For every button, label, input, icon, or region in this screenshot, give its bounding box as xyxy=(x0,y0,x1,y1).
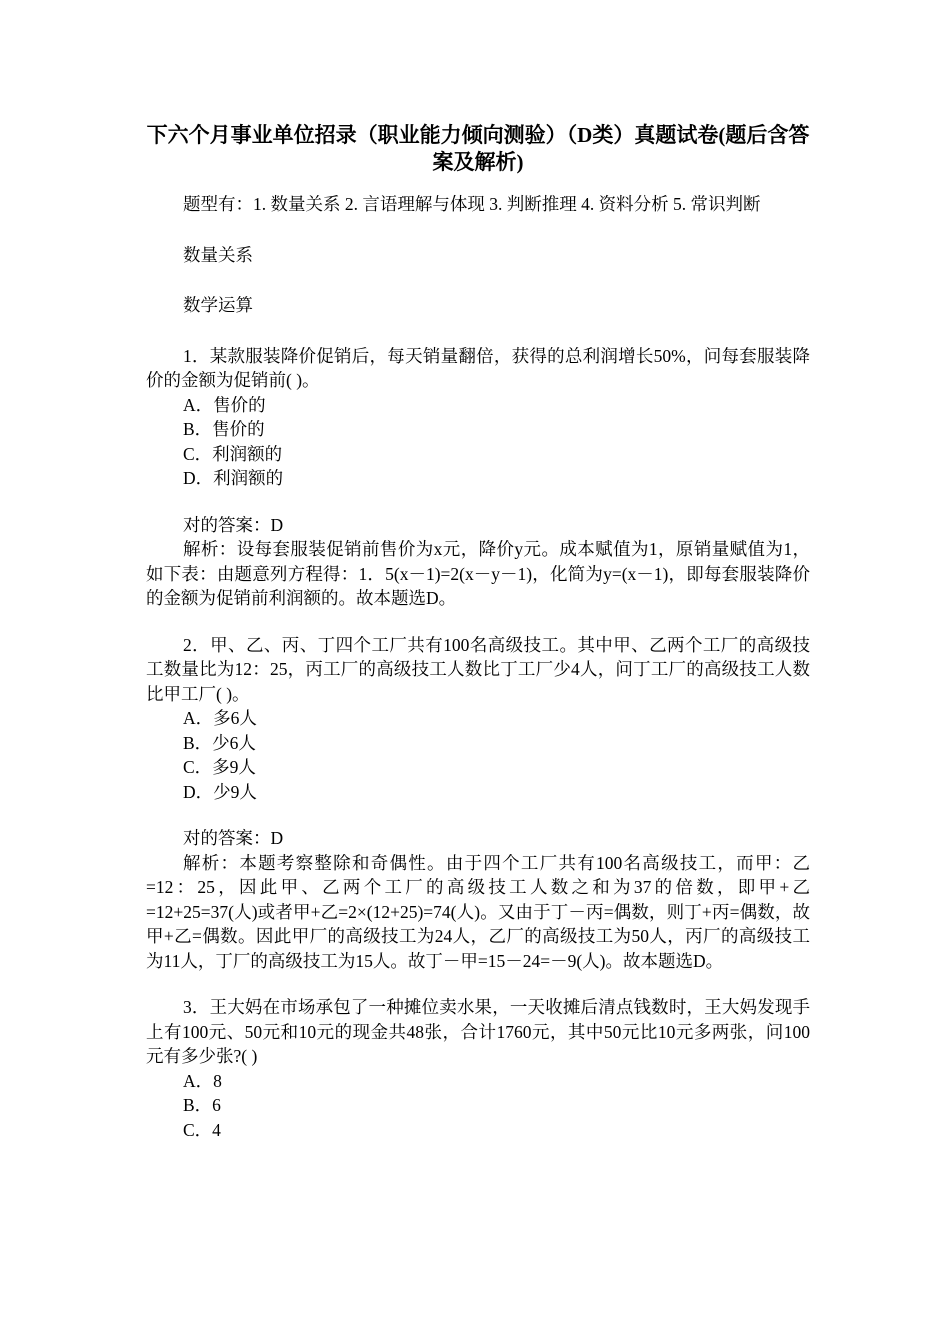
analysis-text: 解析：设每套服装促销前售价为x元，降价y元。成本赋值为1，原销量赋值为1，如下表：由题意列方程得：1．5(x－1)=2(x－y－1)，化简为y=(x－1)，即每套服装降价的金额为促销前利润额的。故本题选D。 xyxy=(146,539,810,608)
question-3 xyxy=(146,995,810,1142)
document-title: 下六个月事业单位招录（职业能力倾向测验）（D类）真题试卷(题后含答案及解析) xyxy=(146,123,810,174)
question-stem: 3．王大妈在市场承包了一种摊位卖水果，一天收摊后清点钱数时，王大妈发现手上有100元、50元和10元的现金共48张，合计1760元，其中50元比10元多两张，问100元有多少张?( ) xyxy=(146,997,810,1066)
option-a: A．售价的 xyxy=(183,394,266,415)
section-heading: 数量关系 xyxy=(183,244,253,265)
option-a: A．8 xyxy=(183,1070,222,1091)
intro-text: 题型有：1. 数量关系 2. 言语理解与体现 3. 判断推理 4. 资料分析 5. 常识判断 xyxy=(183,194,761,214)
option-b: B．少6人 xyxy=(183,732,256,753)
option-d: D．少9人 xyxy=(183,781,257,802)
answer-text: 对的答案：D xyxy=(183,828,284,848)
analysis-text: 解析：本题考察整除和奇偶性。由于四个工厂共有100名高级技工，而甲：乙=12：25，因此甲、乙两个工厂的高级技工人数之和为37的倍数，即甲+乙=12+25=37(人)或者甲+乙=2×(12+25)=74(人)。又由于丁－丙=偶数，则丁+丙=偶数，故甲+乙=偶数。因此甲厂的高级技工为24人，乙厂的高级技工为50人，丙厂的高级技工为11人，丁厂的高级技工为15人。故丁－甲=15－24=－9(人)。故本题选D。 xyxy=(146,852,810,971)
question-stem: 1．某款服装降价促销后，每天销量翻倍，获得的总利润增长50%，问每套服装降价的金额为促销前( )。 xyxy=(146,345,810,390)
question-stem: 2．甲、乙、丙、丁四个工厂共有100名高级技工。其中甲、乙两个工厂的高级技工数量比为12：25，丙工厂的高级技工人数比丁工厂少4人，问丁工厂的高级技工人数比甲工厂( )。 xyxy=(146,634,810,704)
answer-text: 对的答案：D xyxy=(183,514,284,535)
option-c: C．利润额的 xyxy=(183,443,283,464)
question-1 xyxy=(146,344,810,611)
document-page xyxy=(146,122,810,1142)
option-b: B．6 xyxy=(183,1095,221,1115)
question-2 xyxy=(146,633,810,974)
option-b: B．售价的 xyxy=(183,419,265,439)
option-d: D．利润额的 xyxy=(183,468,284,488)
option-a: A．多6人 xyxy=(183,708,257,728)
option-c: C．多9人 xyxy=(183,757,256,777)
subsection-heading: 数学运算 xyxy=(183,295,253,315)
option-c: C．4 xyxy=(183,1119,221,1140)
